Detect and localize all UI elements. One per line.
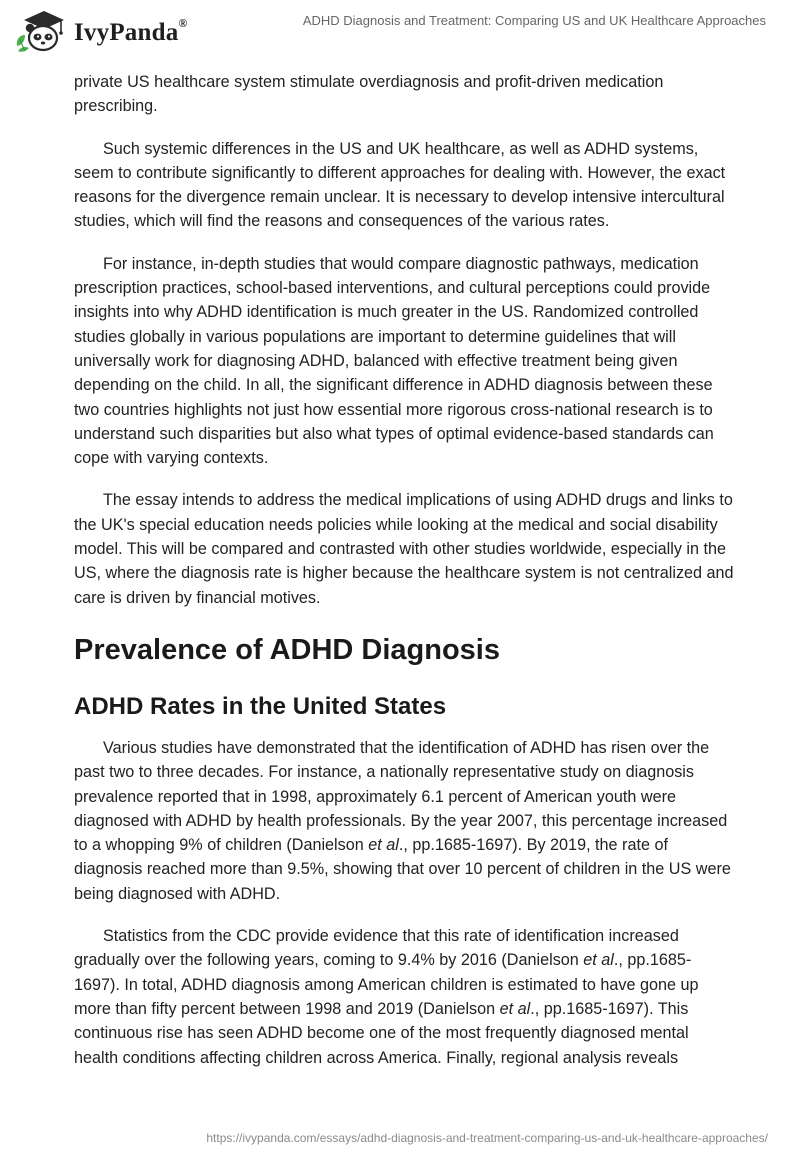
paragraph: private US healthcare system stimulate overdiagnosis and profit-driven medication prescribing.: [74, 73, 664, 116]
paragraph: For instance, in-depth studies that would compare diagnostic pathways, medication prescription practices, school-based interventions, and cultural perceptions could provide insights into why ADHD identification is much greater in the US. Randomized controlled studies globally in various populations are important to determine guidelines that will universally work for diagnosing ADHD, balanced with effective treatment being given depending on the child. In all, the significant difference in ADHD diagnosis between these two countries highlights not just how essential more rigorous cross-national research is to understand such disparities but also what types of optimal evidence-based standards can cope with varying contexts.: [74, 254, 714, 468]
citation-emphasis: et al: [583, 951, 614, 970]
section-heading: Prevalence of ADHD Diagnosis: [74, 633, 500, 666]
document-title: ADHD Diagnosis and Treatment: Comparing US and UK Healthcare Approaches: [302, 13, 766, 28]
paragraph-text: Statistics from the CDC provide evidence that this rate of identification increased gradually over the following years, coming to 9.4% by 2016 (Danielson: [74, 927, 679, 970]
paragraph: Such systemic differences in the US and UK healthcare, as well as ADHD systems, seem to contribute significantly to different approaches for dealing with. However, the exact reasons for the divergence remain unclear. It is necessary to develop intensive intercultural studies, which will find the reasons and consequences of the various rates.: [74, 139, 726, 231]
paragraph: The essay intends to address the medical implications of using ADHD drugs and links to the UK's special education needs policies while looking at the medical and social disability model. This will be compared and contrasted with other studies worldwide, especially in the US, where the diagnosis rate is higher because the healthcare system is not centralized and care is driven by financial motives.: [74, 491, 734, 607]
paragraph-text: ., pp.1685-1697). In total, ADHD diagnosis among American children is estimated to have gone up more than fifty percent between 1998 and 2019 (Danielson: [74, 951, 699, 1018]
panda-graduation-cap-icon: [14, 8, 66, 54]
paragraph-text: ., pp.1685-1697). By 2019, the rate of diagnosis reached more than 9.5%, showing that over 10 percent of children in the US were being diagnosed with ADHD.: [74, 836, 731, 903]
registered-mark: ®: [178, 15, 188, 30]
page-header: [0, 0, 800, 64]
citation-emphasis: et al: [499, 999, 531, 1018]
subsection-heading: ADHD Rates in the United States: [74, 692, 447, 720]
essay-body: [74, 70, 734, 1088]
citation-emphasis: et al: [368, 836, 399, 855]
paragraph: [74, 924, 734, 1070]
source-url[interactable]: https://ivypanda.com/essays/adhd-diagnosis-and-treatment-comparing-us-and-uk-healthcare-approaches/: [206, 1131, 768, 1145]
paragraph: [74, 736, 734, 906]
paragraph-text: Various studies have demonstrated that the identification of ADHD has risen over the past two to three decades. For instance, a nationally representative study on diagnosis prevalence reported that in 1998, approximately 6.1 percent of American youth were diagnosed with ADHD by health professionals. By the year 2007, this percentage increased to a whopping 9% of children (Danielson: [74, 738, 728, 855]
paragraph-text: ., pp.1685-1697). This continuous rise has seen ADHD become one of the most frequently diagnosed mental health conditions affecting children across America. Finally, regional analysis reveals: [74, 999, 689, 1067]
brand-name: [74, 15, 188, 47]
ivypanda-logo[interactable]: [14, 8, 188, 54]
brand-name-text: IvyPanda: [74, 19, 179, 46]
